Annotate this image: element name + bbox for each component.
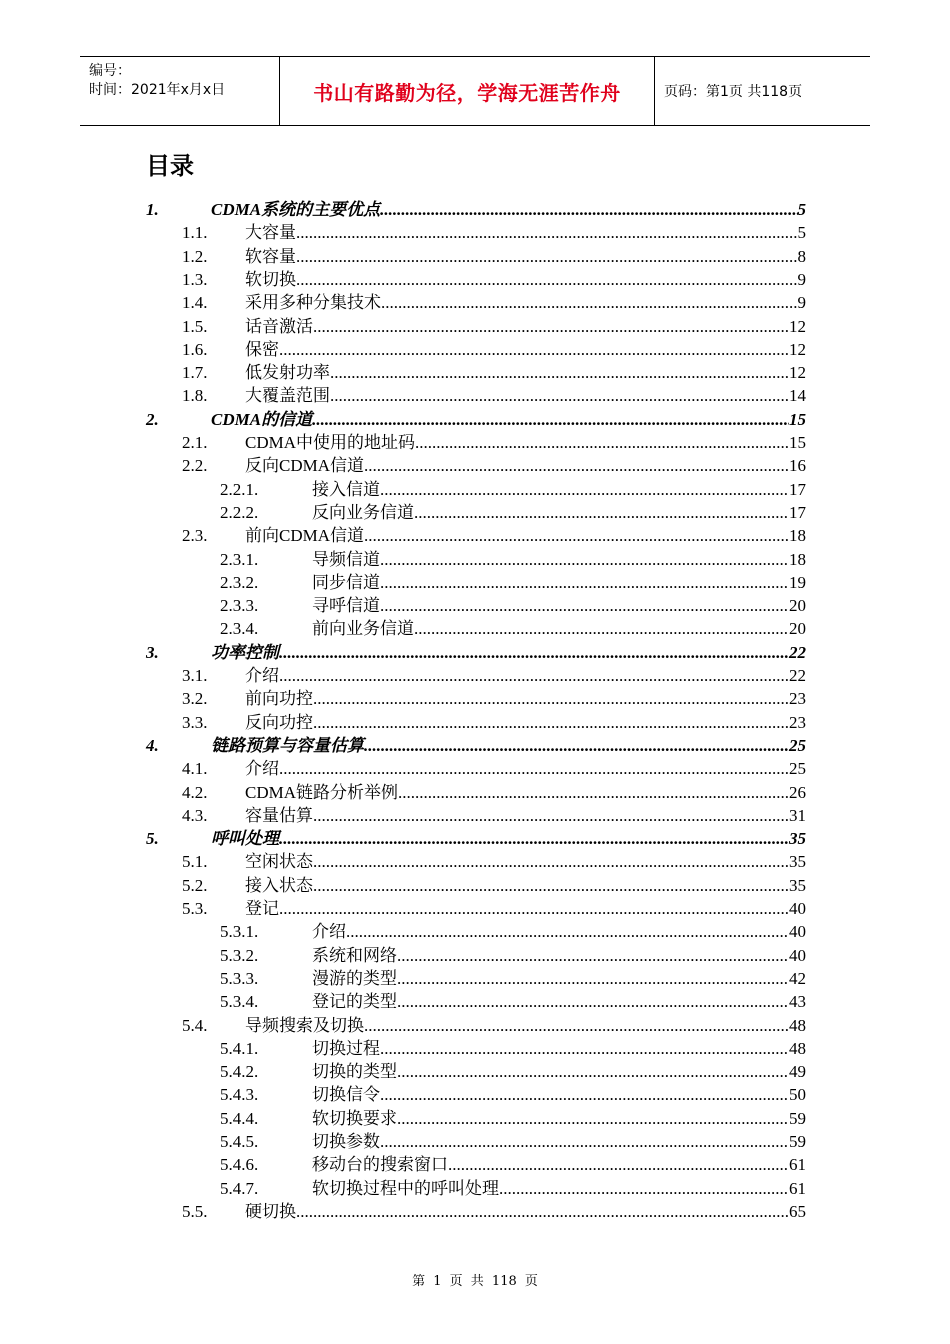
header-motto-cell <box>280 57 655 125</box>
toc-entry[interactable] <box>182 1014 806 1037</box>
toc-entry[interactable] <box>182 804 806 827</box>
toc-leader-dots <box>380 478 789 501</box>
toc-entry-title: 接入信道 <box>312 479 380 499</box>
toc-entry[interactable] <box>146 198 806 221</box>
toc-entry[interactable] <box>220 1107 806 1130</box>
toc-entry-page: 40 <box>789 899 806 918</box>
toc-entry-page: 65 <box>789 1201 806 1221</box>
toc-entry-title: 功率控制 <box>211 642 279 662</box>
toc-entry-page: 50 <box>789 1085 806 1105</box>
toc-entry[interactable] <box>182 315 806 338</box>
header-motto: 书山有路勤为径，学海无涯苦作舟 <box>313 80 621 105</box>
toc-entry-number: 5.3.4. <box>220 992 259 1012</box>
toc-entry-title: 反向CDMA信道 <box>245 456 365 476</box>
toc-entry-title: CDMA系统的主要优点 <box>211 200 381 219</box>
toc-entry-page: 18 <box>789 526 806 546</box>
toc-entry-number: 5.4.3. <box>220 1085 259 1105</box>
toc-entry[interactable] <box>182 874 806 897</box>
toc-entry-page: 48 <box>789 1015 806 1035</box>
toc-entry-number: 2.3. <box>182 526 208 546</box>
toc-leader-dots <box>380 1083 789 1106</box>
toc-entry-title: 接入状态 <box>245 875 313 895</box>
toc-entry-title: 漫游的类型 <box>312 968 397 988</box>
document-time-label: 时间：2021年x月x日 <box>89 82 226 98</box>
toc-entry-page: 40 <box>789 922 806 942</box>
toc-leader-dots <box>381 291 798 314</box>
toc-entry-page: 20 <box>789 619 806 639</box>
toc-entry-title: 前向业务信道 <box>312 619 414 639</box>
toc-entry[interactable] <box>146 734 806 757</box>
toc-entry[interactable] <box>220 1130 806 1153</box>
toc-entry[interactable] <box>220 501 806 524</box>
toc-entry-number: 2. <box>146 409 159 429</box>
toc-leader-dots <box>313 315 789 338</box>
toc-entry-title: 介绍 <box>245 666 279 685</box>
header-page-info: 页码：第1页 共118页 <box>664 84 803 100</box>
toc-entry-page: 25 <box>789 759 806 779</box>
toc-entry-number: 3. <box>146 642 159 662</box>
toc-entry-title: 大容量 <box>245 223 296 243</box>
toc-entry[interactable] <box>182 524 806 547</box>
toc-leader-dots <box>296 1200 789 1223</box>
toc-leader-dots <box>330 384 789 407</box>
toc-entry-page: 15 <box>789 433 806 452</box>
header-meta-cell <box>80 57 280 125</box>
page-footer: 第 1 页 共 118 页 <box>412 1274 538 1289</box>
toc-entry-number: 5.4.7. <box>220 1178 259 1198</box>
toc-entry-number: 5.4.1. <box>220 1038 259 1058</box>
toc-entry-title: 移动台的搜索窗口 <box>312 1155 448 1175</box>
toc-entry-page: 59 <box>789 1108 806 1128</box>
toc-entry[interactable] <box>182 268 806 291</box>
toc-entry-page: 16 <box>789 456 806 476</box>
toc-entry-number: 5.4.2. <box>220 1062 259 1082</box>
toc-entry-number: 4.3. <box>182 805 208 825</box>
toc-entry-title: 反向功控 <box>245 712 313 732</box>
toc-entry-number: 4. <box>146 735 159 755</box>
toc-entry[interactable] <box>182 781 806 804</box>
toc-leader-dots <box>296 268 798 291</box>
toc-entry-page: 5 <box>797 223 806 243</box>
toc-entry-number: 2.1. <box>182 433 208 452</box>
toc-entry-title: 容量估算 <box>245 805 313 825</box>
toc-entry-title: 软切换过程中的呼叫处理 <box>312 1178 499 1198</box>
toc-leader-dots <box>380 198 797 221</box>
toc-entry-page: 48 <box>789 1038 806 1058</box>
toc-entry[interactable] <box>182 221 806 244</box>
toc-entry-title: 导频搜索及切换 <box>245 1015 364 1035</box>
toc-entry-number: 3.1. <box>182 666 208 685</box>
toc-entry-number: 4.2. <box>182 782 208 802</box>
toc-leader-dots <box>279 664 789 687</box>
toc-entry-title: 介绍 <box>312 922 346 942</box>
toc-leader-dots <box>397 1060 789 1083</box>
toc-leader-dots <box>380 1130 789 1153</box>
toc-entry-title: 切换参数 <box>312 1132 380 1151</box>
toc-leader-dots <box>364 734 789 757</box>
toc-entry[interactable] <box>220 1153 806 1176</box>
toc-leader-dots <box>313 804 789 827</box>
toc-entry-number: 3.3. <box>182 712 208 732</box>
toc-entry-number: 2.3.4. <box>220 619 259 639</box>
toc-entry-page: 17 <box>789 479 806 499</box>
toc-entry[interactable] <box>220 1177 806 1200</box>
toc-entry-page: 22 <box>789 642 806 662</box>
toc-entry-page: 26 <box>789 782 806 802</box>
toc-entry-page: 61 <box>789 1155 806 1175</box>
toc-entry-title: 呼叫处理 <box>211 829 279 849</box>
toc-entry[interactable] <box>182 1200 806 1223</box>
toc-entry[interactable] <box>220 944 806 967</box>
toc-entry-number: 5.3.1. <box>220 922 259 942</box>
toc-entry-number: 5.4. <box>182 1015 208 1035</box>
toc-entry-page: 25 <box>789 735 806 755</box>
toc-leader-dots <box>279 641 789 664</box>
toc-entry[interactable] <box>182 850 806 873</box>
toc-entry[interactable] <box>182 361 806 384</box>
toc-leader-dots <box>312 408 789 431</box>
toc-leader-dots <box>397 967 789 990</box>
toc-entry-title: 大覆盖范围 <box>245 386 330 406</box>
toc-leader-dots <box>380 571 789 594</box>
toc-leader-dots <box>364 1014 789 1037</box>
toc-entry-number: 1.1. <box>182 223 208 243</box>
toc-entry-title: 切换信令 <box>312 1085 380 1105</box>
toc-entry-number: 5.3.3. <box>220 968 259 988</box>
toc-entry-number: 5.4.4. <box>220 1108 259 1128</box>
toc-entry-page: 20 <box>789 596 806 616</box>
toc-entry-title: 采用多种分集技术 <box>245 293 381 313</box>
toc-entry-title: 寻呼信道 <box>312 596 380 616</box>
toc-entry[interactable] <box>220 967 806 990</box>
toc-entry-page: 49 <box>789 1062 806 1082</box>
toc-entry-title: 介绍 <box>245 759 279 779</box>
toc-leader-dots <box>313 687 789 710</box>
toc-entry[interactable] <box>182 291 806 314</box>
toc-leader-dots <box>380 1037 789 1060</box>
header-page-cell <box>655 57 870 125</box>
toc-entry-title: 保密 <box>245 339 279 359</box>
toc-entry[interactable] <box>182 687 806 710</box>
toc-entry[interactable] <box>220 1060 806 1083</box>
toc-leader-dots <box>397 944 789 967</box>
toc-entry-number: 1. <box>146 200 159 219</box>
toc-entry-title: 系统和网络 <box>312 945 397 965</box>
toc-entry-number: 4.1. <box>182 759 208 779</box>
toc-entry[interactable] <box>182 431 806 454</box>
toc-leader-dots <box>313 711 789 734</box>
toc-entry-number: 1.8. <box>182 386 208 406</box>
toc-entry-title: 话音激活 <box>245 316 313 336</box>
toc-entry-title: CDMA中使用的地址码 <box>245 433 416 452</box>
toc-entry-number: 2.3.1. <box>220 549 259 569</box>
toc-entry-title: 切换过程 <box>312 1038 380 1058</box>
toc-entry[interactable] <box>182 664 806 687</box>
toc-entry-title: 登记 <box>245 899 279 918</box>
toc-entry-page: 9 <box>797 293 806 313</box>
toc-leader-dots <box>397 990 789 1013</box>
toc-entry-page: 8 <box>797 246 806 266</box>
toc-entry-number: 1.6. <box>182 339 208 359</box>
toc-entry-page: 12 <box>789 339 806 359</box>
toc-entry-title: 前向CDMA信道 <box>245 526 365 546</box>
toc-entry-page: 22 <box>789 666 806 685</box>
toc-entry-number: 5.2. <box>182 875 208 895</box>
toc-leader-dots <box>380 594 789 617</box>
toc-leader-dots <box>397 1107 789 1130</box>
toc-leader-dots <box>364 524 789 547</box>
toc-entry-title: 反向业务信道 <box>312 502 414 522</box>
toc-leader-dots <box>414 617 789 640</box>
toc-entry-number: 5.1. <box>182 852 208 872</box>
toc-entry-number: 1.4. <box>182 293 208 313</box>
toc-entry[interactable] <box>220 920 806 943</box>
toc-leader-dots <box>380 548 789 571</box>
toc-entry[interactable] <box>220 1037 806 1060</box>
toc-leader-dots <box>414 501 789 524</box>
toc-entry[interactable] <box>182 338 806 361</box>
toc-entry-page: 40 <box>789 945 806 965</box>
toc-entry-title: 低发射功率 <box>245 363 330 383</box>
page-header <box>80 56 870 126</box>
toc-entry-title: 软切换 <box>245 269 296 289</box>
toc-entry[interactable] <box>146 827 806 850</box>
toc-entry-page: 9 <box>797 269 806 289</box>
toc-entry-page: 42 <box>789 968 806 988</box>
toc-entry-title: 切换的类型 <box>312 1062 397 1082</box>
toc-entry-number: 3.2. <box>182 689 208 709</box>
toc-entry[interactable] <box>220 1083 806 1106</box>
toc-entry-number: 1.5. <box>182 316 208 336</box>
toc-entry[interactable] <box>146 641 806 664</box>
toc-leader-dots <box>499 1177 789 1200</box>
toc-entry[interactable] <box>182 711 806 734</box>
toc-entry-page: 31 <box>789 805 806 825</box>
toc-entry-page: 15 <box>789 409 806 429</box>
toc-leader-dots <box>330 361 789 384</box>
toc-entry-title: 空闲状态 <box>245 852 313 872</box>
toc-leader-dots <box>279 757 789 780</box>
toc-entry-page: 12 <box>789 363 806 383</box>
toc-leader-dots <box>279 338 789 361</box>
toc-entry-title: 登记的类型 <box>312 992 397 1012</box>
toc-entry-page: 23 <box>789 689 806 709</box>
toc-entry-number: 2.3.2. <box>220 572 259 592</box>
toc-entry[interactable] <box>146 408 806 431</box>
toc-entry-number: 5.5. <box>182 1201 208 1221</box>
toc-entry-page: 5 <box>797 200 806 219</box>
toc-leader-dots <box>364 454 789 477</box>
toc-entry-number: 5.3. <box>182 899 208 918</box>
toc-entry-title: CDMA链路分析举例 <box>245 782 399 802</box>
toc-entry-title: 导频信道 <box>312 549 380 569</box>
toc-entry[interactable] <box>220 990 806 1013</box>
toc-entry-page: 14 <box>789 386 806 406</box>
toc-entry-number: 1.7. <box>182 363 208 383</box>
toc-leader-dots <box>296 221 798 244</box>
toc-entry-number: 2.2.2. <box>220 502 259 522</box>
toc-entry-number: 2.2.1. <box>220 479 259 499</box>
toc-leader-dots <box>279 897 789 920</box>
document-number-label: 编号： <box>89 63 131 79</box>
toc-entry-page: 12 <box>789 316 806 336</box>
toc-entry-title: 软容量 <box>245 246 296 266</box>
toc-entry-page: 23 <box>789 712 806 732</box>
toc-entry-page: 19 <box>789 572 806 592</box>
toc-entry-page: 18 <box>789 549 806 569</box>
toc-entry-number: 5.4.6. <box>220 1155 259 1175</box>
toc-entry-number: 1.3. <box>182 269 208 289</box>
toc-entry-title: 链路预算与容量估算 <box>211 735 364 755</box>
toc-entry[interactable] <box>182 454 806 477</box>
toc-entry-number: 5.4.5. <box>220 1132 259 1151</box>
toc-entry[interactable] <box>182 757 806 780</box>
toc-entry-title: 前向功控 <box>245 689 313 709</box>
toc-entry-number: 5. <box>146 829 159 849</box>
toc-entry-title: CDMA的信道 <box>211 409 313 429</box>
toc-leader-dots <box>346 920 789 943</box>
toc-entry[interactable] <box>220 478 806 501</box>
toc-entry-title: 硬切换 <box>245 1201 296 1221</box>
toc-entry-number: 1.2. <box>182 246 208 266</box>
toc-leader-dots <box>313 874 789 897</box>
toc-entry-title: 同步信道 <box>312 572 380 592</box>
toc-entry-page: 59 <box>789 1132 806 1151</box>
page-title: 目录 <box>146 152 194 180</box>
toc-entry[interactable] <box>220 617 806 640</box>
toc-entry-page: 35 <box>789 829 806 849</box>
toc-leader-dots <box>279 827 789 850</box>
toc-entry-number: 5.3.2. <box>220 945 259 965</box>
toc-entry-page: 43 <box>789 992 806 1012</box>
toc-entry[interactable] <box>220 571 806 594</box>
toc-entry-page: 35 <box>789 852 806 872</box>
toc-entry-number: 2.3.3. <box>220 596 259 616</box>
toc-entry-number: 2.2. <box>182 456 208 476</box>
toc-entry[interactable] <box>182 245 806 268</box>
toc-leader-dots <box>415 431 789 454</box>
toc-leader-dots <box>313 850 789 873</box>
toc-leader-dots <box>296 245 798 268</box>
toc-entry[interactable] <box>182 384 806 407</box>
toc-entry-page: 17 <box>789 502 806 522</box>
toc-entry-title: 软切换要求 <box>312 1108 397 1128</box>
toc-leader-dots <box>398 781 789 804</box>
toc-entry-page: 61 <box>789 1178 806 1198</box>
toc-leader-dots <box>448 1153 789 1176</box>
toc-entry-page: 35 <box>789 875 806 895</box>
toc-entry[interactable] <box>220 548 806 571</box>
toc-entry[interactable] <box>182 897 806 920</box>
toc-entry[interactable] <box>220 594 806 617</box>
